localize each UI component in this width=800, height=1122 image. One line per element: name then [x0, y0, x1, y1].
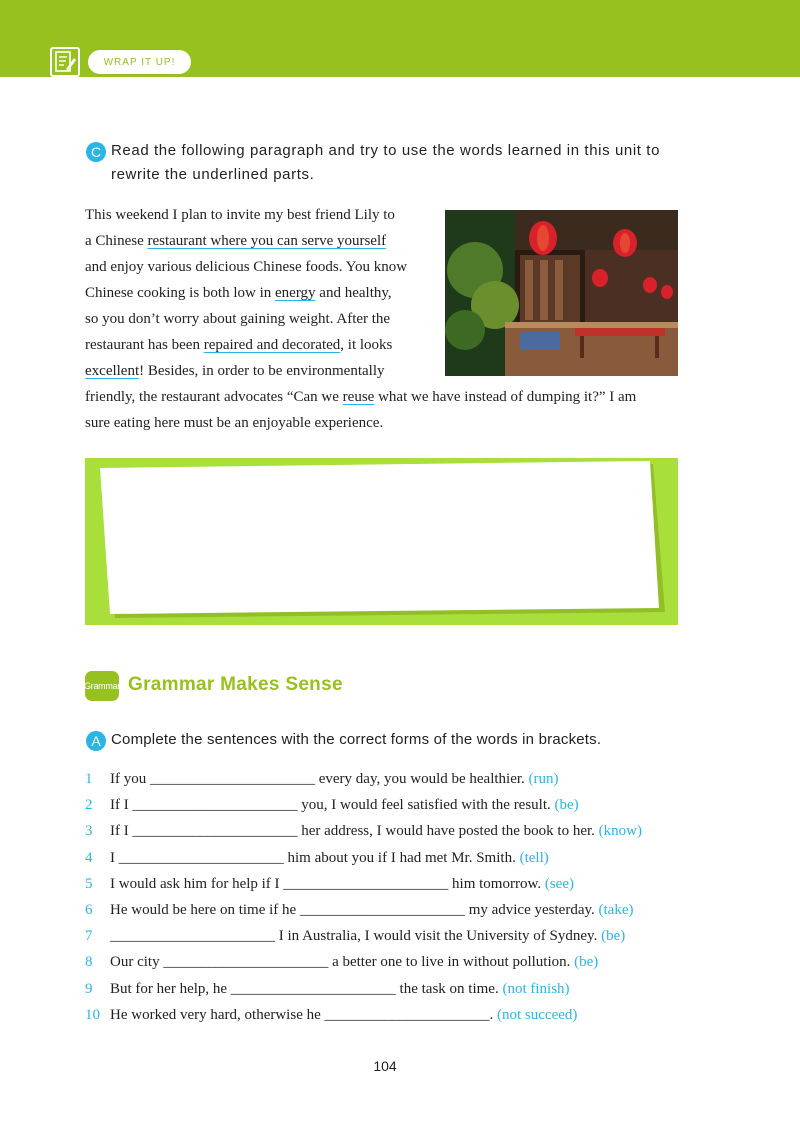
exercise-item	[85, 792, 705, 818]
instruction-line-2: rewrite the underlined parts.	[111, 166, 315, 183]
item-hint: (not succeed)	[497, 1006, 578, 1023]
top-banner	[0, 0, 800, 77]
item-text: If I ______________________ her address, I would have posted the book to her.	[110, 823, 595, 840]
exercise-item	[85, 871, 705, 897]
paragraph-line: This weekend I plan to invite my best friend Lily to	[85, 207, 395, 223]
paragraph-line: excellent! Besides, in order to be environmentally	[85, 363, 385, 379]
item-text: I ______________________ him about you if I had met Mr. Smith.	[110, 849, 516, 866]
item-number: 2	[85, 797, 93, 814]
item-text: If I ______________________ you, I would feel satisfied with the result.	[110, 797, 551, 814]
underlined-phrase: repaired and decorated	[203, 337, 341, 353]
item-number: 1	[85, 771, 93, 787]
underlined-phrase: restaurant where you can serve yourself	[147, 233, 387, 249]
writing-area[interactable]	[85, 458, 678, 625]
restaurant-photo	[445, 210, 678, 376]
underlined-phrase: energy	[275, 285, 316, 301]
item-hint: (take)	[598, 901, 634, 918]
grammar-logo-text: Grammar	[84, 681, 120, 691]
underlined-phrase: excellent	[85, 363, 140, 379]
item-text: ______________________ I in Australia, I would visit the University of Sydney.	[110, 928, 598, 945]
grammar-section-title: Grammar Makes Sense	[128, 674, 343, 695]
paragraph-line: friendly, the restaurant advocates “Can we reuse what we have instead of dumping it?” I am	[85, 389, 637, 405]
section-c-instruction	[111, 139, 691, 187]
exercise-item	[85, 923, 705, 949]
paragraph-line: Chinese cooking is both low in energy and healthy,	[85, 285, 392, 301]
paragraph-line: so you don’t worry about gaining weight. After the	[85, 311, 391, 327]
item-text: But for her help, he ______________________ the task on time.	[110, 980, 499, 997]
item-number: 10	[85, 1006, 100, 1023]
paragraph-line: sure eating here must be an enjoyable experience.	[85, 415, 384, 431]
item-text: If you ______________________ every day, you would be healthier.	[110, 771, 525, 787]
exercise-item	[85, 1002, 705, 1028]
paragraph-line: restaurant has been repaired and decorated, it looks	[85, 337, 393, 353]
banner-text: WRAP IT UP!	[103, 56, 176, 68]
section-a-instruction: Complete the sentences with the correct forms of the words in brackets.	[111, 731, 602, 748]
exercise-item	[85, 818, 705, 844]
exercise-list	[85, 766, 705, 1028]
item-number: 6	[85, 901, 93, 918]
exercise-item	[85, 976, 705, 1002]
worksheet-edit-icon	[50, 47, 80, 77]
wrap-it-up-label	[88, 50, 191, 74]
exercise-item	[85, 949, 705, 975]
grammar-logo	[85, 671, 119, 701]
exercise-item	[85, 897, 705, 923]
item-number: 4	[85, 849, 93, 866]
item-hint: (be)	[554, 797, 579, 814]
section-a-badge: A	[86, 731, 106, 751]
item-hint: (know)	[598, 823, 642, 840]
item-text: Our city ______________________ a better one to live in without pollution.	[110, 954, 571, 971]
exercise-item	[85, 766, 705, 792]
underlined-phrase: reuse	[342, 389, 375, 405]
section-c-badge: C	[86, 142, 106, 162]
item-hint: (see)	[544, 875, 574, 892]
item-hint: (run)	[528, 771, 559, 787]
item-number: 5	[85, 875, 93, 892]
item-text: He worked very hard, otherwise he ______________________.	[110, 1006, 494, 1023]
item-hint: (be)	[574, 954, 599, 971]
item-number: 9	[85, 980, 93, 997]
item-text: I would ask him for help if I ______________________ him tomorrow.	[110, 875, 542, 892]
paragraph-line: and enjoy various delicious Chinese foods. You know	[85, 259, 408, 275]
item-number: 8	[85, 954, 93, 971]
item-hint: (be)	[601, 928, 626, 945]
paragraph-line: a Chinese restaurant where you can serve yourself	[85, 233, 387, 249]
item-number: 3	[85, 823, 93, 840]
item-text: He would be here on time if he ______________________ my advice yesterday.	[110, 901, 595, 918]
item-hint: (not finish)	[502, 980, 570, 997]
page-number: 104	[373, 1058, 397, 1074]
item-number: 7	[85, 928, 93, 945]
instruction-line-1: Read the following paragraph and try to use the words learned in this unit to	[111, 142, 661, 159]
exercise-item	[85, 845, 705, 871]
item-hint: (tell)	[519, 849, 549, 866]
